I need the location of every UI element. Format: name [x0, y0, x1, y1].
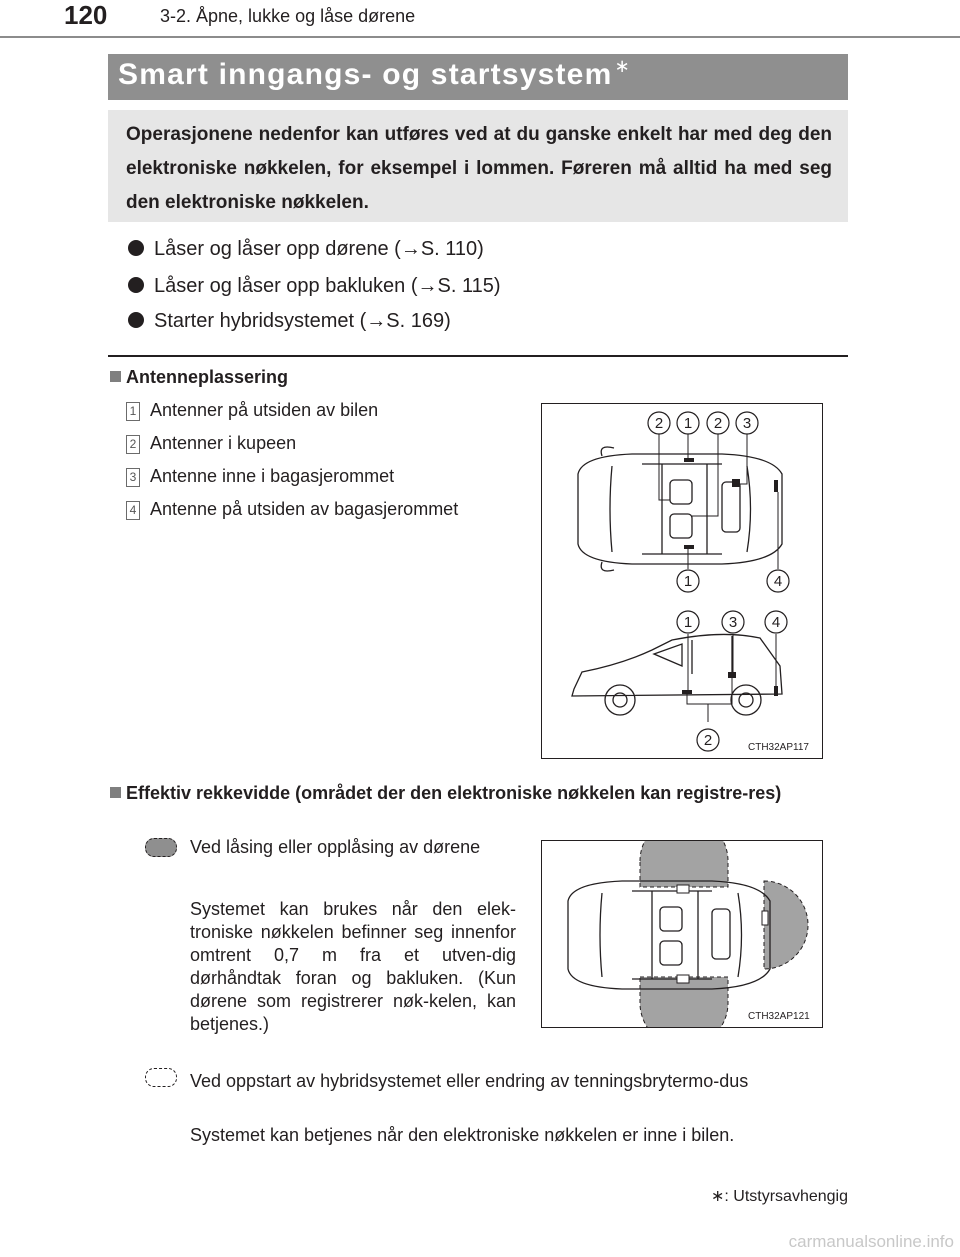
- antenna-item-text: Antenne på utsiden av bagasjerommet: [150, 499, 459, 519]
- callout-number: 2: [703, 732, 713, 749]
- number-badge: 1: [126, 402, 140, 421]
- antenna-list-item: [126, 466, 394, 487]
- antenna-item-text: Antenner på utsiden av bilen: [150, 400, 379, 420]
- antenna-diagram: [542, 404, 822, 758]
- bullet-item: [128, 310, 451, 333]
- callout-number: 4: [773, 573, 783, 590]
- number-badge: 4: [126, 501, 140, 520]
- range-heading-text: Effektiv rekkevidde (området der den elektroniske nøkkelen kan registre-res): [126, 783, 782, 803]
- antenna-list-item: [126, 433, 296, 454]
- intro-text: Operasjonene nedenfor kan utføres ved at du ganske enkelt har med deg den elektroniske nøkkelen, for eksempel i lommen. Føreren må alltid ha med seg den elektroniske nøkkelen.: [126, 124, 832, 213]
- page-title-text: Smart inngangs- og startsystem: [118, 58, 613, 91]
- square-bullet-icon: [110, 787, 121, 798]
- callout-number: 4: [771, 614, 781, 631]
- callout-number: 3: [742, 415, 752, 432]
- callout-number: 1: [683, 415, 693, 432]
- arrow-icon: →: [400, 238, 421, 260]
- page-reference-link[interactable]: S. 115): [437, 275, 501, 297]
- footnote: ∗: Utstyrsavhengig: [710, 1188, 848, 1205]
- watermark: carmanualsonline.info: [788, 1232, 954, 1251]
- antenna-list-item: [126, 400, 378, 421]
- bullet-item: [128, 275, 501, 298]
- antenna-heading: [110, 367, 288, 388]
- bullet-dot-icon: [128, 312, 144, 328]
- bullet-text: Starter hybridsystemet (: [154, 310, 367, 332]
- range-figure: [541, 840, 823, 1028]
- arrow-icon: →: [417, 275, 438, 297]
- arrow-icon: →: [366, 310, 387, 332]
- page-reference-link[interactable]: S. 169): [386, 310, 451, 332]
- bullet-text: Låser og låser opp bakluken (: [154, 275, 418, 297]
- figure-code: CTH32AP117: [748, 742, 809, 753]
- antenna-item-text: Antenne inne i bagasjerommet: [150, 466, 395, 486]
- callout-number: 1: [683, 614, 693, 631]
- number-badge: 2: [126, 435, 140, 454]
- range-diagram: [542, 841, 822, 1027]
- number-badge: 3: [126, 468, 140, 487]
- start-range-title: Ved oppstart av hybridsystemet eller endring av tenningsbrytermo-dus: [190, 1071, 749, 1091]
- optional-equipment-mark: ∗: [614, 56, 631, 76]
- lock-range-title: Ved låsing eller opplåsing av dørene: [190, 837, 481, 857]
- range-zone-filled-icon: [145, 838, 177, 857]
- antenna-location-figure: [541, 403, 823, 759]
- callout-number: 3: [728, 614, 738, 631]
- bullet-dot-icon: [128, 277, 144, 293]
- range-zone-outline-icon: [145, 1068, 177, 1087]
- callout-number: 1: [683, 573, 693, 590]
- section-divider: [108, 355, 848, 357]
- callout-number: 2: [713, 415, 723, 432]
- callout-number: 2: [654, 415, 664, 432]
- page-title: [118, 58, 631, 92]
- header-rule: [0, 36, 960, 38]
- square-bullet-icon: [110, 371, 121, 382]
- page-number: 120: [64, 0, 108, 30]
- bullet-item: [128, 238, 484, 261]
- antenna-item-text: Antenner i kupeen: [150, 433, 297, 453]
- bullet-dot-icon: [128, 240, 144, 256]
- range-heading: [110, 782, 850, 804]
- antenna-list-item: [126, 499, 458, 520]
- antenna-heading-text: Antenneplassering: [126, 367, 289, 387]
- figure-code: CTH32AP121: [748, 1011, 810, 1022]
- section-header: 3-2. Åpne, lukke og låse dørene: [160, 6, 416, 26]
- start-range-body: Systemet kan betjenes når den elektroniske nøkkelen er inne i bilen.: [190, 1125, 735, 1145]
- lock-range-body: Systemet kan brukes når den elek-troniske nøkkelen befinner seg innenfor omtrent 0,7 m fra et utven-dig dørhåndtak foran og bakluken. (Kun dørene som registrerer nøk-kelen, kan betjenes.): [190, 899, 516, 1034]
- bullet-text: Låser og låser opp dørene (: [154, 238, 401, 260]
- page-reference-link[interactable]: S. 110): [420, 238, 484, 260]
